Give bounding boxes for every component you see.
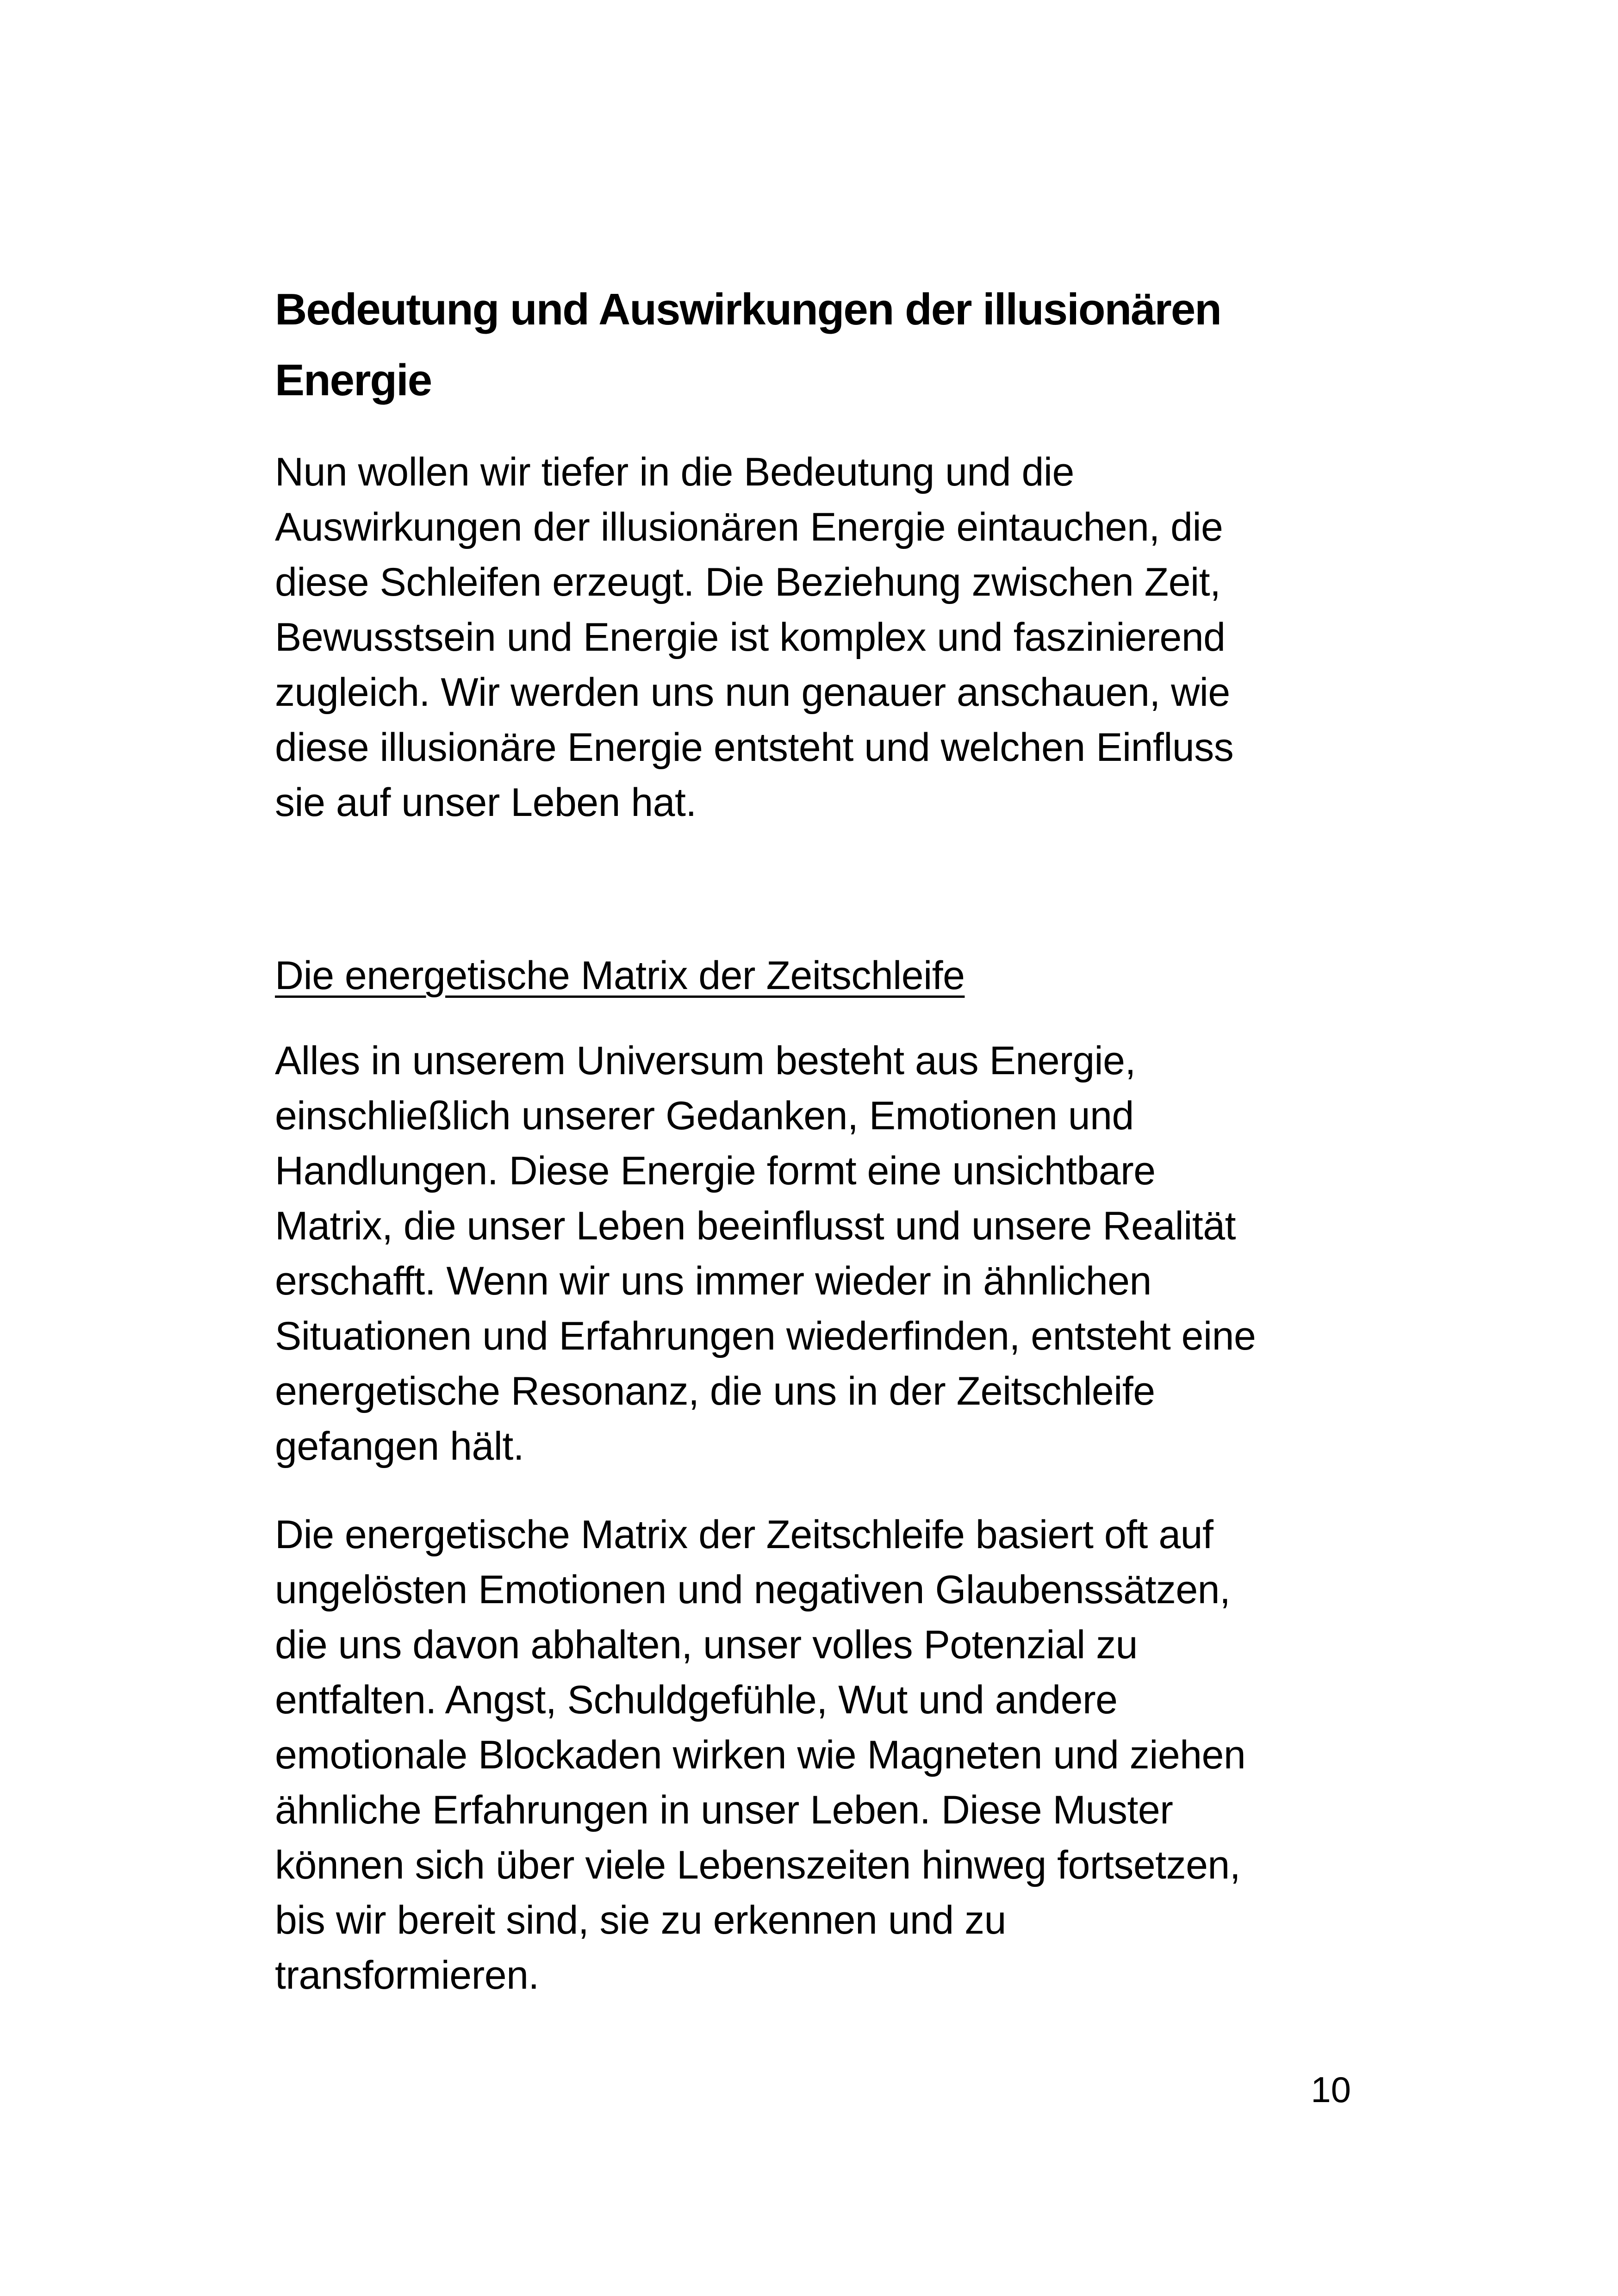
text-line: zugleich. Wir werden uns nun genauer anschauen, wie	[275, 670, 1230, 715]
text-line: energetische Resonanz, die uns in der Zeitschleife	[275, 1369, 1155, 1413]
text-line: sie auf unser Leben hat.	[275, 780, 697, 825]
text-line: können sich über viele Lebenszeiten hinweg fortsetzen,	[275, 1843, 1241, 1887]
text-line: Nun wollen wir tiefer in die Bedeutung und die	[275, 450, 1074, 494]
text-line: die uns davon abhalten, unser volles Potenzial zu	[275, 1623, 1138, 1667]
text-line: diese illusionäre Energie entsteht und welchen Einfluss	[275, 725, 1234, 770]
text-line: emotionale Blockaden wirken wie Magneten und ziehen	[275, 1733, 1246, 1777]
text-line: Situationen und Erfahrungen wiederfinden, entsteht eine	[275, 1314, 1256, 1358]
text-line: einschließlich unserer Gedanken, Emotionen und	[275, 1094, 1134, 1138]
text-line: Handlungen. Diese Energie formt eine unsichtbare	[275, 1149, 1156, 1193]
page-number: 10	[1311, 2069, 1351, 2110]
body-paragraph-1	[275, 1033, 1256, 1474]
text-line: transformieren.	[275, 1953, 539, 1997]
text-line: Alles in unserem Universum besteht aus Energie,	[275, 1039, 1136, 1083]
text-line: ähnliche Erfahrungen in unser Leben. Diese Muster	[275, 1788, 1173, 1832]
text-line: erschafft. Wenn wir uns immer wieder in ähnlichen	[275, 1259, 1151, 1303]
body-paragraph-2	[275, 1507, 1245, 2003]
text-line: Auswirkungen der illusionären Energie eintauchen, die	[275, 505, 1223, 549]
heading-line: Bedeutung und Auswirkungen der illusionären	[275, 285, 1221, 334]
text-line: ungelösten Emotionen und negativen Glaubenssätzen,	[275, 1568, 1231, 1612]
text-line: bis wir bereit sind, sie zu erkennen und zu	[275, 1898, 1006, 1942]
subheading: Die energetische Matrix der Zeitschleife	[275, 953, 965, 998]
text-line: entfalten. Angst, Schuldgefühle, Wut und andere	[275, 1678, 1118, 1722]
heading-line: Energie	[275, 355, 432, 405]
text-line: diese Schleifen erzeugt. Die Beziehung zwischen Zeit,	[275, 560, 1221, 604]
text-line: Bewusstsein und Energie ist komplex und faszinierend	[275, 615, 1226, 660]
text-line: Die energetische Matrix der Zeitschleife basiert oft auf	[275, 1512, 1214, 1557]
text-line: gefangen hält.	[275, 1424, 524, 1468]
section-heading	[275, 274, 1221, 416]
text-line: Matrix, die unser Leben beeinflusst und unsere Realität	[275, 1204, 1236, 1248]
intro-paragraph	[275, 445, 1233, 830]
